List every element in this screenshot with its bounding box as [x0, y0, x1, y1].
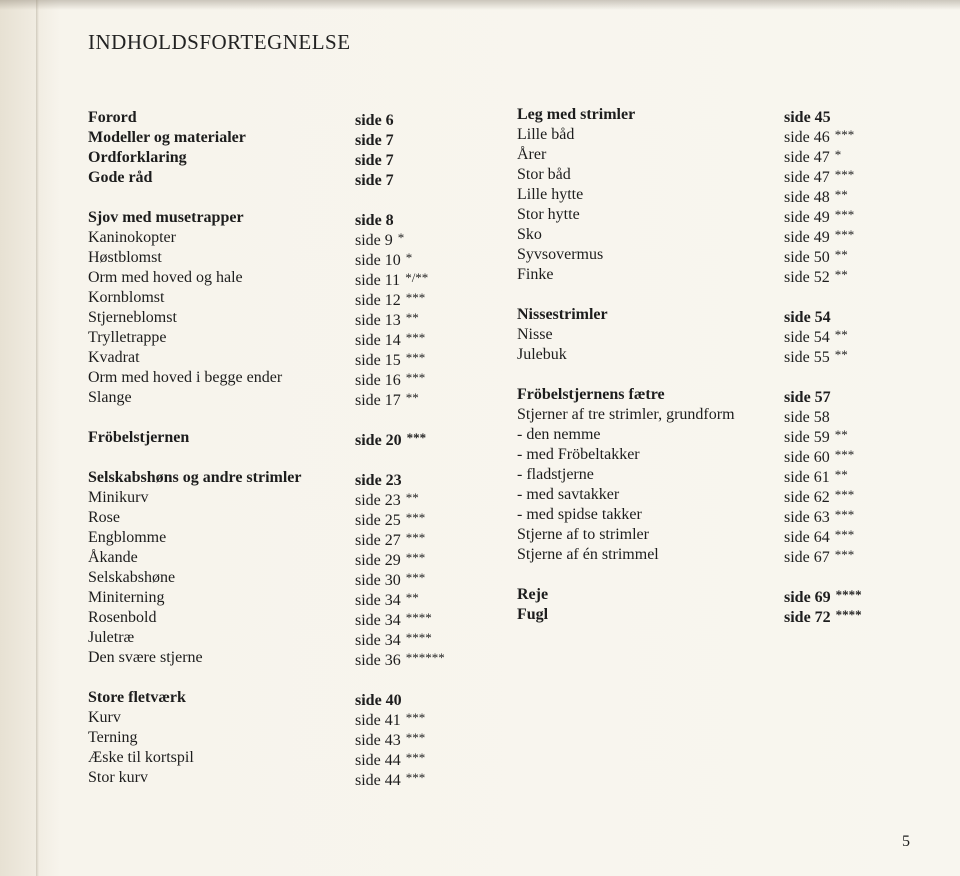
- difficulty-stars: ***: [405, 290, 426, 305]
- toc-entry-title: Forord: [88, 109, 137, 126]
- toc-entry-title: Stjerne af én strimmel: [517, 546, 659, 563]
- toc-entry-title: Miniterning: [88, 589, 165, 606]
- toc-entry-title: Sjov med musetrapper: [88, 209, 244, 226]
- toc-entry-row: [517, 465, 862, 485]
- toc-page-ref: side 36: [355, 652, 401, 669]
- toc-entry-title: Lille båd: [517, 126, 575, 143]
- toc-entry-title: Selskabshøns og andre strimler: [88, 469, 302, 486]
- toc-page-ref: side 58: [784, 409, 830, 426]
- toc-entry-page: [784, 405, 831, 425]
- toc-entry-page: [355, 588, 419, 608]
- difficulty-stars: ******: [405, 650, 445, 665]
- toc-entry-page: [355, 688, 403, 708]
- difficulty-stars: ****: [835, 607, 862, 622]
- toc-entry-title: Fröbelstjernen: [88, 429, 190, 446]
- difficulty-stars: ***: [405, 710, 426, 725]
- toc-entry-row: [88, 288, 445, 308]
- difficulty-stars: **: [834, 347, 848, 362]
- toc-entry-page: [355, 128, 395, 148]
- toc-entry-title: Slange: [88, 389, 132, 406]
- toc-page-ref: side 49: [784, 229, 830, 246]
- toc-page-ref: side 34: [355, 612, 401, 629]
- toc-entry-page: [355, 388, 419, 408]
- difficulty-stars: **: [834, 427, 848, 442]
- toc-entry-page: [784, 345, 848, 365]
- toc-entry-title: Store fletværk: [88, 689, 186, 706]
- toc-entry-title: Nissestrimler: [517, 306, 608, 323]
- toc-entry-title: Trylletrappe: [88, 329, 167, 346]
- toc-entry-row: [517, 245, 862, 265]
- toc-entry-page: [784, 165, 854, 185]
- toc-entry-row: [517, 325, 862, 345]
- difficulty-stars: ****: [835, 587, 862, 602]
- toc-entry-page: [355, 488, 419, 508]
- toc-page-ref: side 60: [784, 449, 830, 466]
- toc-entry-title: Stjerneblomst: [88, 309, 177, 326]
- toc-heading-row: [88, 108, 445, 128]
- toc-page-ref: side 41: [355, 712, 401, 729]
- toc-entry-page: [784, 125, 854, 145]
- toc-entry-row: [88, 728, 445, 748]
- toc-heading-row: [88, 168, 445, 188]
- toc-page-ref: side 72: [784, 609, 831, 626]
- toc-page-ref: side 13: [355, 312, 401, 329]
- toc-entry-title: - med Fröbeltakker: [517, 446, 640, 463]
- toc-entry-title: Stjerne af to strimler: [517, 526, 649, 543]
- toc-page-ref: side 67: [784, 549, 830, 566]
- toc-page-ref: side 23: [355, 492, 401, 509]
- toc-entry-row: [88, 588, 445, 608]
- toc-entry-row: [88, 548, 445, 568]
- toc-entry-page: [355, 248, 412, 268]
- toc-heading-row: [517, 605, 862, 625]
- difficulty-stars: ***: [405, 770, 426, 785]
- difficulty-stars: ***: [405, 350, 426, 365]
- difficulty-stars: ***: [405, 750, 426, 765]
- toc-page-ref: side 40: [355, 692, 402, 709]
- toc-entry-page: [355, 708, 425, 728]
- toc-entry-page: [355, 168, 395, 188]
- toc-entry-title: Ordforklaring: [88, 149, 187, 166]
- toc-page-ref: side 69: [784, 589, 831, 606]
- toc-entry-row: [88, 608, 445, 628]
- toc-entry-page: [355, 728, 425, 748]
- toc-page-ref: side 23: [355, 472, 402, 489]
- page-title: INDHOLDSFORTEGNELSE: [88, 30, 351, 54]
- difficulty-stars: ***: [834, 547, 855, 562]
- toc-heading-row: [88, 428, 445, 448]
- toc-entry-page: [355, 348, 425, 368]
- toc-heading-row: [517, 105, 862, 125]
- toc-entry-title: Den svære stjerne: [88, 649, 203, 666]
- toc-entry-title: Stor kurv: [88, 769, 148, 786]
- page-number: 5: [902, 833, 910, 850]
- toc-page-ref: side 20: [355, 432, 402, 449]
- toc-entry-page: [784, 525, 854, 545]
- toc-page-ref: side 48: [784, 189, 830, 206]
- toc-heading-row: [517, 585, 862, 605]
- toc-entry-page: [355, 468, 403, 488]
- toc-entry-title: Fugl: [517, 606, 549, 623]
- difficulty-stars: ****: [405, 610, 432, 625]
- toc-entry-page: [355, 368, 425, 388]
- toc-entry-title: Rosenbold: [88, 609, 157, 626]
- toc-page-ref: side 8: [355, 212, 394, 229]
- toc-heading-row: [88, 468, 445, 488]
- difficulty-stars: **: [405, 590, 419, 605]
- difficulty-stars: ***: [405, 730, 426, 745]
- toc-page-ref: side 47: [784, 149, 830, 166]
- toc-page-ref: side 57: [784, 389, 831, 406]
- section-gap: [517, 365, 862, 385]
- toc-entry-title: Stjerner af tre strimler, grundform: [517, 406, 735, 423]
- difficulty-stars: *: [405, 250, 413, 265]
- toc-page-ref: side 17: [355, 392, 401, 409]
- toc-entry-page: [784, 325, 848, 345]
- section-gap: [517, 565, 862, 585]
- difficulty-stars: ***: [405, 570, 426, 585]
- toc-page-ref: side 30: [355, 572, 401, 589]
- toc-page-ref: side 14: [355, 332, 401, 349]
- toc-page-ref: side 7: [355, 152, 394, 169]
- difficulty-stars: ***: [834, 507, 855, 522]
- difficulty-stars: ***: [406, 430, 427, 445]
- toc-entry-page: [355, 268, 428, 288]
- toc-entry-row: [517, 205, 862, 225]
- toc-entry-page: [355, 228, 404, 248]
- difficulty-stars: **: [834, 267, 848, 282]
- toc-page-ref: side 52: [784, 269, 830, 286]
- toc-page-ref: side 55: [784, 349, 830, 366]
- toc-entry-row: [517, 145, 862, 165]
- toc-page-ref: side 6: [355, 112, 394, 129]
- difficulty-stars: */**: [405, 270, 429, 285]
- toc-page-ref: side 45: [784, 109, 831, 126]
- toc-entry-page: [355, 328, 425, 348]
- difficulty-stars: ***: [834, 487, 855, 502]
- toc-entry-page: [355, 528, 425, 548]
- toc-entry-page: [784, 245, 848, 265]
- page-top-shadow: [0, 0, 960, 10]
- toc-entry-page: [784, 585, 862, 605]
- toc-page-ref: side 62: [784, 489, 830, 506]
- toc-page-ref: side 54: [784, 309, 831, 326]
- toc-entry-title: Kurv: [88, 709, 121, 726]
- toc-entry-title: - fladstjerne: [517, 466, 594, 483]
- toc-entry-page: [355, 208, 395, 228]
- toc-entry-title: Stor båd: [517, 166, 571, 183]
- toc-entry-row: [88, 248, 445, 268]
- toc-entry-title: Juletræ: [88, 629, 135, 646]
- toc-entry-page: [355, 568, 425, 588]
- toc-entry-page: [355, 148, 395, 168]
- toc-entry-title: Minikurv: [88, 489, 149, 506]
- book-spine-shadow: [36, 0, 39, 876]
- toc-entry-page: [784, 385, 832, 405]
- toc-page-ref: side 7: [355, 172, 394, 189]
- toc-entry-page: [784, 425, 848, 445]
- toc-entry-row: [88, 708, 445, 728]
- toc-page-ref: side 49: [784, 209, 830, 226]
- toc-entry-page: [784, 485, 854, 505]
- toc-entry-page: [784, 445, 854, 465]
- toc-entry-title: Orm med hoved og hale: [88, 269, 243, 286]
- toc-entry-row: [517, 345, 862, 365]
- toc-entry-row: [517, 505, 862, 525]
- toc-page-ref: side 43: [355, 732, 401, 749]
- toc-entry-title: Høstblomst: [88, 249, 162, 266]
- toc-entry-title: Kvadrat: [88, 349, 140, 366]
- toc-entry-row: [517, 165, 862, 185]
- difficulty-stars: ***: [834, 167, 855, 182]
- difficulty-stars: **: [834, 187, 848, 202]
- toc-entry-title: Æske til kortspil: [88, 749, 194, 766]
- toc-entry-page: [355, 628, 432, 648]
- toc-page-ref: side 44: [355, 752, 401, 769]
- difficulty-stars: *: [834, 147, 842, 162]
- toc-entry-title: Orm med hoved i begge ender: [88, 369, 283, 386]
- difficulty-stars: *: [397, 230, 405, 245]
- section-gap: [517, 285, 862, 305]
- toc-page-ref: side 11: [355, 272, 401, 289]
- toc-entry-row: [88, 488, 445, 508]
- toc-entry-title: Selskabshøne: [88, 569, 176, 586]
- difficulty-stars: ***: [405, 530, 426, 545]
- difficulty-stars: ***: [834, 527, 855, 542]
- toc-entry-row: [88, 228, 445, 248]
- difficulty-stars: **: [834, 247, 848, 262]
- toc-heading-row: [88, 208, 445, 228]
- toc-page-ref: side 59: [784, 429, 830, 446]
- difficulty-stars: **: [405, 310, 419, 325]
- toc-entry-title: Sko: [517, 226, 542, 243]
- toc-entry-row: [88, 328, 445, 348]
- toc-entry-page: [784, 105, 832, 125]
- toc-entry-title: Åkande: [88, 549, 138, 566]
- difficulty-stars: ***: [405, 510, 426, 525]
- toc-entry-row: [88, 368, 445, 388]
- toc-entry-page: [355, 308, 419, 328]
- difficulty-stars: ***: [405, 370, 426, 385]
- toc-entry-title: Finke: [517, 266, 554, 283]
- toc-entry-page: [784, 605, 862, 625]
- toc-page-ref: side 12: [355, 292, 401, 309]
- toc-entry-title: Terning: [88, 729, 138, 746]
- toc-page-ref: side 27: [355, 532, 401, 549]
- difficulty-stars: ***: [834, 127, 855, 142]
- toc-page-ref: side 15: [355, 352, 401, 369]
- toc-heading-row: [517, 385, 862, 405]
- toc-entry-page: [355, 748, 425, 768]
- toc-heading-row: [88, 148, 445, 168]
- toc-page-ref: side 16: [355, 372, 401, 389]
- toc-page-ref: side 46: [784, 129, 830, 146]
- toc-entry-row: [88, 628, 445, 648]
- toc-page-ref: side 54: [784, 329, 830, 346]
- toc-entry-page: [784, 505, 854, 525]
- toc-entry-title: - med spidse takker: [517, 506, 642, 523]
- toc-entry-row: [88, 748, 445, 768]
- toc-page-ref: side 63: [784, 509, 830, 526]
- toc-entry-row: [88, 268, 445, 288]
- toc-entry-row: [517, 265, 862, 285]
- difficulty-stars: **: [405, 490, 419, 505]
- toc-entry-row: [88, 768, 445, 788]
- toc-page-ref: side 9: [355, 232, 393, 249]
- toc-entry-row: [88, 508, 445, 528]
- toc-entry-title: Engblomme: [88, 529, 167, 546]
- toc-entry-page: [355, 288, 425, 308]
- section-gap: [88, 188, 445, 208]
- toc-page-ref: side 61: [784, 469, 830, 486]
- toc-entry-page: [784, 305, 832, 325]
- toc-heading-row: [517, 305, 862, 325]
- difficulty-stars: ***: [834, 447, 855, 462]
- toc-entry-title: Gode råd: [88, 169, 153, 186]
- toc-entry-row: [88, 388, 445, 408]
- toc-entry-title: Rose: [88, 509, 120, 526]
- difficulty-stars: **: [834, 467, 848, 482]
- toc-entry-row: [517, 425, 862, 445]
- toc-entry-title: Fröbelstjernens fætre: [517, 386, 665, 403]
- toc-entry-page: [355, 608, 432, 628]
- toc-entry-page: [784, 265, 848, 285]
- toc-entry-page: [784, 185, 848, 205]
- toc-entry-title: Syvsovermus: [517, 246, 604, 263]
- toc-entry-title: Modeller og materialer: [88, 129, 246, 146]
- toc-entry-row: [88, 568, 445, 588]
- toc-entry-row: [517, 185, 862, 205]
- toc-page-ref: side 34: [355, 632, 401, 649]
- toc-entry-row: [517, 225, 862, 245]
- toc-entry-title: Stor hytte: [517, 206, 580, 223]
- toc-entry-row: [517, 485, 862, 505]
- toc-entry-page: [355, 508, 425, 528]
- toc-page-ref: side 34: [355, 592, 401, 609]
- toc-entry-title: Kaninokopter: [88, 229, 176, 246]
- toc-entry-title: - den nemme: [517, 426, 601, 443]
- toc-entry-page: [355, 108, 395, 128]
- toc-heading-row: [88, 128, 445, 148]
- toc-right-column: [517, 105, 862, 625]
- toc-page-ref: side 25: [355, 512, 401, 529]
- toc-entry-row: [88, 308, 445, 328]
- section-gap: [88, 448, 445, 468]
- difficulty-stars: **: [405, 390, 419, 405]
- difficulty-stars: ****: [405, 630, 432, 645]
- difficulty-stars: ***: [405, 330, 426, 345]
- difficulty-stars: **: [834, 327, 848, 342]
- toc-entry-page: [784, 225, 854, 245]
- toc-page-ref: side 29: [355, 552, 401, 569]
- section-gap: [88, 668, 445, 688]
- toc-entry-title: Leg med strimler: [517, 106, 636, 123]
- toc-entry-title: Lille hytte: [517, 186, 584, 203]
- toc-entry-row: [88, 528, 445, 548]
- toc-entry-title: Reje: [517, 586, 549, 603]
- toc-page-ref: side 44: [355, 772, 401, 789]
- toc-entry-row: [88, 348, 445, 368]
- toc-entry-row: [517, 405, 862, 425]
- toc-entry-row: [517, 125, 862, 145]
- section-gap: [88, 408, 445, 428]
- toc-entry-page: [355, 768, 425, 788]
- toc-entry-page: [355, 548, 425, 568]
- toc-entry-page: [355, 648, 445, 668]
- toc-page-ref: side 50: [784, 249, 830, 266]
- toc-entry-row: [517, 545, 862, 565]
- toc-entry-row: [88, 648, 445, 668]
- toc-entry-title: Nisse: [517, 326, 553, 343]
- toc-page-ref: side 10: [355, 252, 401, 269]
- toc-entry-page: [784, 545, 854, 565]
- difficulty-stars: ***: [834, 207, 855, 222]
- toc-left-column: [88, 108, 445, 788]
- toc-entry-row: [517, 445, 862, 465]
- toc-entry-page: [784, 205, 854, 225]
- difficulty-stars: ***: [834, 227, 855, 242]
- toc-heading-row: [88, 688, 445, 708]
- toc-entry-row: [517, 525, 862, 545]
- toc-page-ref: side 7: [355, 132, 394, 149]
- toc-page-ref: side 47: [784, 169, 830, 186]
- toc-entry-title: Julebuk: [517, 346, 567, 363]
- toc-entry-title: - med savtakker: [517, 486, 620, 503]
- toc-page-ref: side 64: [784, 529, 830, 546]
- toc-entry-title: Kornblomst: [88, 289, 165, 306]
- toc-entry-title: Årer: [517, 146, 547, 163]
- toc-entry-page: [784, 145, 841, 165]
- toc-entry-page: [784, 465, 848, 485]
- difficulty-stars: ***: [405, 550, 426, 565]
- toc-entry-page: [355, 428, 426, 448]
